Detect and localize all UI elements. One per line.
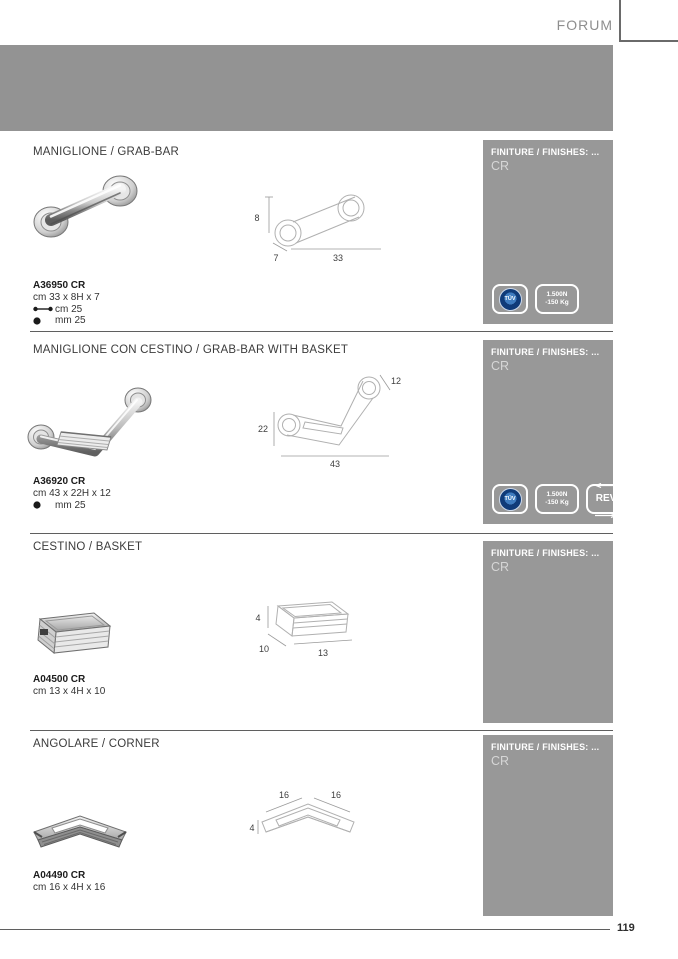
dim-height: 4 — [249, 823, 255, 833]
section-title: MANIGLIONE / GRAB-BAR — [33, 146, 180, 158]
finishes-label: FINITURE / FINISHES: ... — [491, 347, 600, 357]
tuv-badge — [492, 284, 528, 314]
product-code: A04500 CR — [33, 674, 86, 685]
dim-top: 12 — [390, 376, 402, 386]
finishes-panel — [483, 541, 613, 723]
spec-value: cm 25 — [55, 303, 83, 315]
corner-rule — [619, 0, 678, 42]
product-info — [33, 280, 100, 327]
tuv-badge — [492, 484, 528, 514]
dim-width-right: 16 — [330, 790, 342, 800]
finishes-panel — [483, 735, 613, 916]
left-arrow-icon — [594, 475, 618, 493]
centers-distance-icon — [33, 305, 55, 313]
finish-code: CR — [491, 560, 510, 574]
spec-centers-distance — [33, 304, 100, 316]
dim-width: 13 — [317, 648, 329, 658]
spec-value: mm 25 — [55, 315, 86, 327]
product-code: A04490 CR — [33, 870, 86, 881]
footer-rule — [0, 929, 610, 930]
diameter-icon — [33, 317, 55, 325]
finishes-panel — [483, 140, 613, 324]
load-newtons: 1.500N — [546, 490, 568, 498]
finish-code: CR — [491, 359, 510, 373]
load-kilograms: -150 Kg — [545, 499, 569, 506]
finishes-label: FINITURE / FINISHES: ... — [491, 147, 600, 157]
load-kilograms: -150 Kg — [545, 299, 569, 306]
product-photo-grab-bar-with-basket — [25, 380, 157, 468]
product-code: A36920 CR — [33, 476, 86, 487]
section-divider — [30, 730, 613, 731]
finish-code: CR — [491, 754, 510, 768]
dim-width: 43 — [329, 459, 341, 468]
dim-depth: 7 — [273, 253, 279, 263]
rev-text: REV — [595, 493, 617, 504]
product-photo-grab-bar — [26, 166, 144, 250]
product-size: cm 13 x 4H x 10 — [33, 685, 106, 697]
section-title: MANIGLIONE CON CESTINO / GRAB-BAR WITH BASKET — [33, 344, 349, 356]
section-divider — [30, 331, 613, 332]
product-info — [33, 674, 105, 698]
dim-height: 22 — [257, 424, 269, 434]
diameter-icon — [33, 501, 55, 509]
product-size: cm 43 x 22H x 12 — [33, 487, 111, 499]
product-code: A36950 CR — [33, 280, 86, 291]
section-title: ANGOLARE / CORNER — [33, 738, 160, 750]
finishes-label: FINITURE / FINISHES: ... — [491, 548, 600, 558]
tuv-text: TÜV — [504, 496, 516, 502]
right-arrow-icon — [594, 505, 618, 523]
tuv-logo-icon — [499, 288, 522, 311]
dim-width: 33 — [332, 253, 344, 263]
section-title: CESTINO / BASKET — [33, 541, 143, 553]
reversible-badge — [586, 484, 626, 514]
product-info — [33, 476, 111, 511]
tuv-logo-icon — [499, 488, 522, 511]
product-photo-basket — [30, 603, 118, 661]
section-divider — [30, 533, 613, 534]
load-rating-badge — [535, 284, 579, 314]
technical-drawing-corner — [248, 788, 370, 850]
finishes-panel — [483, 340, 617, 524]
product-photo-corner — [28, 808, 132, 856]
spec-tube-diameter — [33, 315, 100, 327]
tuv-text: TÜV — [504, 296, 516, 302]
spec-value: mm 25 — [55, 499, 86, 511]
header-banner — [0, 45, 613, 131]
spec-tube-diameter — [33, 500, 111, 512]
page-number: 119 — [617, 922, 635, 934]
certification-badges — [492, 284, 579, 314]
dim-height: 4 — [255, 613, 261, 623]
certification-badges — [492, 484, 626, 514]
technical-drawing-grab-bar-with-basket — [253, 368, 403, 468]
product-size: cm 16 x 4H x 16 — [33, 881, 106, 893]
dim-depth: 10 — [258, 644, 270, 654]
technical-drawing-grab-bar — [243, 185, 393, 263]
product-size: cm 33 x 8H x 7 — [33, 291, 100, 303]
finish-code: CR — [491, 159, 510, 173]
technical-drawing-basket — [248, 592, 366, 662]
load-rating-badge — [535, 484, 579, 514]
product-info — [33, 870, 105, 894]
brand-logo: FORUM — [556, 17, 613, 33]
load-newtons: 1.500N — [546, 290, 568, 298]
finishes-label: FINITURE / FINISHES: ... — [491, 742, 600, 752]
dim-height: 8 — [254, 213, 260, 223]
dim-width-left: 16 — [278, 790, 290, 800]
